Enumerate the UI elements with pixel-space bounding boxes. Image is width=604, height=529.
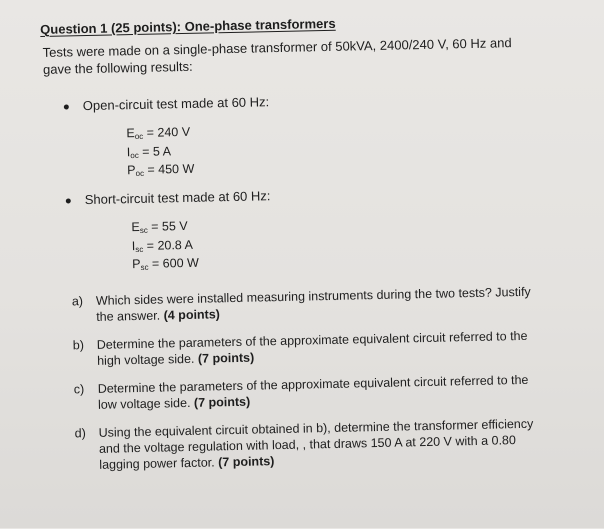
short-circuit-values [131,219,199,276]
part-c [74,372,529,414]
part-c-line-1: Determine the parameters of the approximate equivalent circuit referred to the [97,372,529,396]
bullet-dot-icon [64,104,69,109]
part-d-points: (7 points) [218,454,275,470]
part-c-points: (7 points) [193,394,251,410]
part-d-line-1: Using the equivalent circuit obtained in b), determine the transformer efficiency [98,416,534,440]
intro-line-2: gave the following results: [42,58,193,77]
question-intro [43,34,513,78]
part-d-line-2: and the voltage regulation with load, , that draws 150 A at 220 V with a 0.80 [98,433,517,456]
part-c-label: c) [73,382,85,397]
part-d-label: d) [74,426,86,441]
question-heading: Question 1 (25 points): One-phase transformers [40,15,336,37]
part-a-line-2: the answer. [96,308,161,324]
open-circuit-bullet [64,94,270,113]
short-circuit-bullet [66,188,271,207]
part-b [73,328,528,370]
part-b-label: b) [72,338,85,353]
part-a-points: (4 points) [163,307,221,323]
part-b-line-2: high voltage side. [97,351,195,368]
open-circuit-label: Open-circuit test made at 60 Hz: [82,94,270,114]
open-circuit-values [126,125,194,182]
part-a [72,284,531,326]
bullet-dot-icon [66,198,71,203]
part-d [74,416,534,474]
short-circuit-row: $E_{sc} = 55$ V [131,218,188,235]
part-a-label: a) [71,294,84,309]
short-circuit-label: Short-circuit test made at 60 Hz: [84,188,271,208]
part-b-points: (7 points) [197,350,255,366]
part-b-line-1: Determine the parameters of the approximate equivalent circuit referred to the [96,328,528,352]
open-circuit-row: $I_{oc} = 5$ A [126,143,172,160]
open-circuit-row: $E_{oc} = 240$ V [126,124,191,142]
intro-line-1: Tests were made on a single-phase transformer of 50kVA, 2400/240 V, 60 Hz and [42,35,512,60]
short-circuit-row: $P_{sc} = 600$ W [131,255,199,272]
open-circuit-row: $P_{oc} = 450$ W [127,161,195,179]
part-c-line-2: low voltage side. [97,395,191,412]
part-d-line-3: lagging power factor. [99,455,215,472]
short-circuit-row: $I_{sc} = 20.8$ A [131,237,194,254]
part-a-line-1: Which sides were installed measuring instruments during the two tests? Justify [95,284,531,308]
